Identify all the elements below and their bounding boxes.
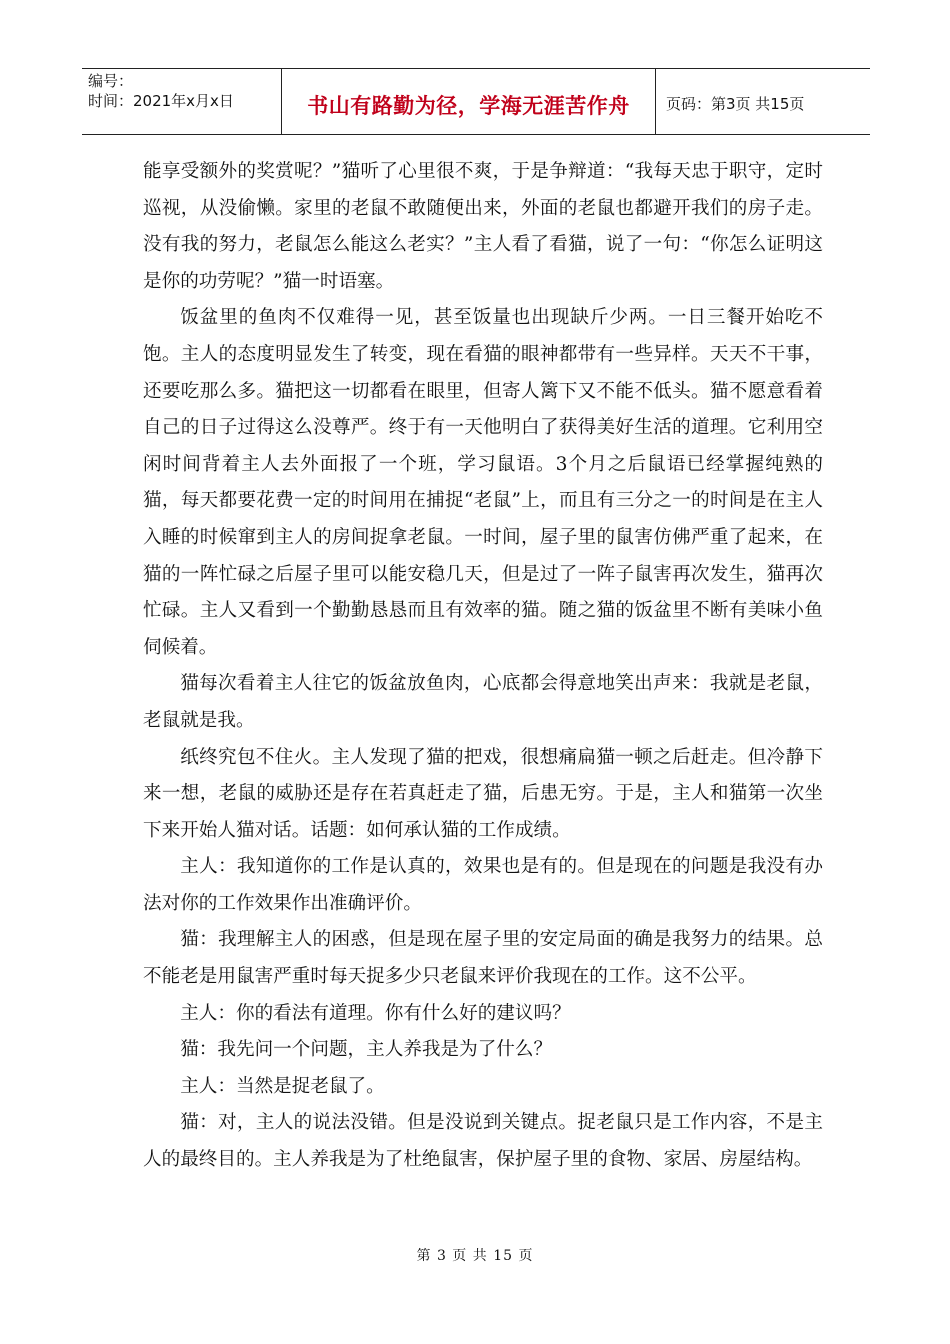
paragraph: 猫：我先问一个问题，主人养我是为了什么？ xyxy=(180,1039,553,1061)
paragraph: 猫：我理解主人的困惑，但是现在屋子里的安定局面的确是我努力的结果。总不能老是用鼠害严重时每天捉多少只老鼠来评价我现在的工作。这不公平。 xyxy=(143,929,823,988)
time-label: 时间：2021年x月x日 xyxy=(88,92,234,110)
paragraph: 主人：你的看法有道理。你有什么好的建议吗？ xyxy=(180,1002,571,1024)
header-motto: 书山有路勤为径，学海无涯苦作舟 xyxy=(282,69,656,134)
paragraph: 主人：当然是捉老鼠了。 xyxy=(180,1075,385,1097)
paragraph: 猫：对，主人的说法没错。但是没说到关键点。捉老鼠只是工作内容，不是主人的最终目的。主人养我是为了杜绝鼠害，保护屋子里的食物、家居、房屋结构。 xyxy=(143,1112,823,1171)
header-meta xyxy=(82,69,282,134)
document-body xyxy=(143,154,823,1179)
paragraph: 纸终究包不住火。主人发现了猫的把戏，很想痛扁猫一顿之后赶走。但冷静下来一想，老鼠的威胁还是存在若真赶走了猫，后患无穷。于是，主人和猫第一次坐下来开始人猫对话。话题：如何承认猫的工作成绩。 xyxy=(143,746,823,841)
paragraph: 主人：我知道你的工作是认真的，效果也是有的。但是现在的问题是我没有办法对你的工作效果作出准确评价。 xyxy=(143,856,823,914)
paragraph: 能享受额外的奖赏呢？”猫听了心里很不爽，于是争辩道：“我每天忠于职守，定时巡视，从没偷懒。家里的老鼠不敢随便出来，外面的老鼠也都避开我们的房子走。没有我的努力，老鼠怎么能这么老实？”主人看了看猫，说了一句：“你怎么证明这是你的功劳呢？”猫一时语塞。 xyxy=(143,161,823,292)
page-header xyxy=(82,68,870,135)
header-page-info: 页码：第3页 共15页 xyxy=(666,95,805,113)
paragraph: 饭盆里的鱼肉不仅难得一见，甚至饭量也出现缺斤少两。一日三餐开始吃不饱。主人的态度明显发生了转变，现在看猫的眼神都带有一些异样。天天不干事，还要吃那么多。猫把这一切都看在眼里，但寄人篱下又不能不低头。猫不愿意看着自己的日子过得这么没尊严。终于有一天他明白了获得美好生活的道理。它利用空闲时间背着主人去外面报了一个班，学习鼠语。3个月之后鼠语已经掌握纯熟的猫，每天都要花费一定的时间用在捕捉“老鼠”上，而且有三分之一的时间是在主人入睡的时候窜到主人的房间捉拿老鼠。一时间，屋子里的鼠害仿佛严重了起来，在猫的一阵忙碌之后屋子里可以能安稳几天，但是过了一阵子鼠害再次发生，猫再次忙碌。主人又看到一个勤勤恳恳而且有效率的猫。随之猫的饭盆里不断有美味小鱼伺候着。 xyxy=(143,307,823,658)
number-label: 编号： xyxy=(88,72,134,90)
paragraph: 猫每次看着主人往它的饭盆放鱼肉，心底都会得意地笑出声来：我就是老鼠，老鼠就是我。 xyxy=(143,673,823,731)
page-footer: 第 3 页 共 15 页 xyxy=(416,1248,534,1264)
